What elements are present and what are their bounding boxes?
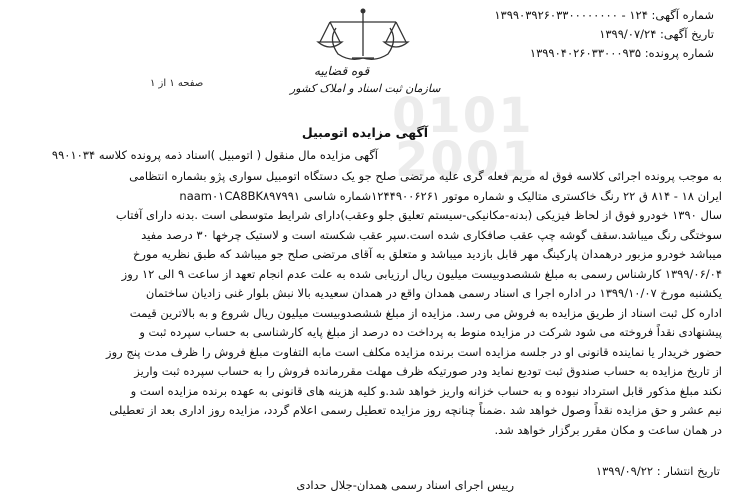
body-line: نکند مبلغ مذکور قابل استرداد نبوده و به حساب خزانه واریز خواهد شد.و کلیه هزینه های قانونی به عهده برنده مزایده است و [130,383,722,398]
signer-name: رییس اجرای اسناد رسمی همدان-جلال حدادی [296,478,514,492]
page-number: صفحه ۱ از ۱ [150,78,204,89]
judiciary-emblem [290,6,441,104]
body-line: از تاریخ مزایده به حساب صندوق ثبت تودیع نماید ودر صورتیکه ظرف مهلت مقررمانده فروش را به حساب سپرده ثبت واریز [134,364,722,378]
body-line: اداره کل ثبت اسناد از طریق مزایده به فروش می رسد. مزایده از مبلغ ششصدوبیست میلیون ریال شروع و به بالاترین قیمت [129,305,722,320]
notice-header [494,6,714,63]
body-line: میباشد خودرو مزبور درهمدان پارکینگ مهر قابل بازدید میباشد و متعلق به آقای مرتضی صلح جو میباشد که طبق نظریه مورخ [132,247,722,261]
body-line: ۱۳۹۹/۰۶/۰۴ کارشناس رسمی به مبلغ ششصدوبیست میلیون ریال ارزیابی شده به علت عدم انجام تعهد از ساعت ۹ الی ۱۲ روز [121,266,722,281]
body-line: پیشنهادی نقداً فروخته می شود شرکت در مزایده منوط به پرداخت ده درصد از مبلغ پایه کارشناسی به حساب سپرده ثبت و [139,325,722,339]
body-line: در همان ساعت و مکان مقرر برگزار خواهد شد. [494,422,722,437]
notice-number: شماره آگهی: ۱۲۴ - ۱۳۹۹۰۳۹۲۶۰۳۳۰۰۰۰۰۰۰۰ [494,8,714,22]
body-line: حضور خریدار یا نماینده قانونی او در جلسه مزایده است برنده مزایده مکلف است مابه التفاوت مبلغ فروش را ظرف مدت پنج روز [106,344,722,359]
notice-title: آگهی مزایده اتومبیل [301,125,429,140]
body-line: نیم عشر و حق مزایده نقداً وصول خواهد شد .ضمناً چنانچه روز مزایده تعطیل رسمی اعلام گردد، مزایده روز اداری بعد از تعطیلی [109,403,722,417]
body-line: سوختگی رنگ میباشد.سقف گوشه چپ عقب صافکاری شده است.سپر عقب شکسته است و لاستیک چرخها ۳۰ درصد مفید [141,227,722,242]
notice-subtitle: آگهی مزایده مال منقول ( اتومبیل )اسناد ذمه پرونده کلاسه ۹۹۰۱۰۳۴ [51,148,378,162]
scales-of-justice-icon [308,6,418,66]
judiciary-name: قوه قضاییه [314,64,370,78]
body-line: سال ۱۳۹۰ خودرو فوق از لحاظ فیزیکی (بدنه-مکانیکی-سیستم تعلیق جلو وعقب)دارای شرایط متوسطی است .بدنه دارای آفتاب [115,208,722,222]
notice-date: تاریخ آگهی: ۱۳۹۹/۰۷/۲۴ [599,27,714,41]
body-line: ایران ۱۸ - ۸۱۴ ق ۲۲ رنگ خاکستری متالیک و شماره موتور ۱۲۴۴۹۰۰۶۲۶۱شماره شاسی naam۰۱CA8BK۸۹۷۹۹۱ [179,188,722,203]
watermark-line-1: 0101 [392,88,534,144]
publish-date: تاریخ انتشار : ۱۳۹۹/۰۹/۲۲ [595,464,720,478]
watermark-line-2: 2001 [395,132,537,188]
registry-org-name: سازمان ثبت اسناد و املاک کشور [290,82,441,95]
body-line: یکشنبه مورخ ۱۳۹۹/۱۰/۰۷ در اداره اجرا ی اسناد رسمی همدان واقع در همدان سعیدیه بالا نبش بلوار غنی زادیان ساختمان [145,286,722,300]
notice-body [12,167,722,440]
case-number: شماره پرونده: ۱۳۹۹۰۴۰۲۶۰۳۳۰۰۰۹۳۵ [529,46,714,60]
body-line: به موجب پرونده اجرائی کلاسه فوق له مریم فعله گری علیه مرتضی صلح جو یک دستگاه اتومبیل سواری پژو بشماره انتظامی [129,169,722,183]
